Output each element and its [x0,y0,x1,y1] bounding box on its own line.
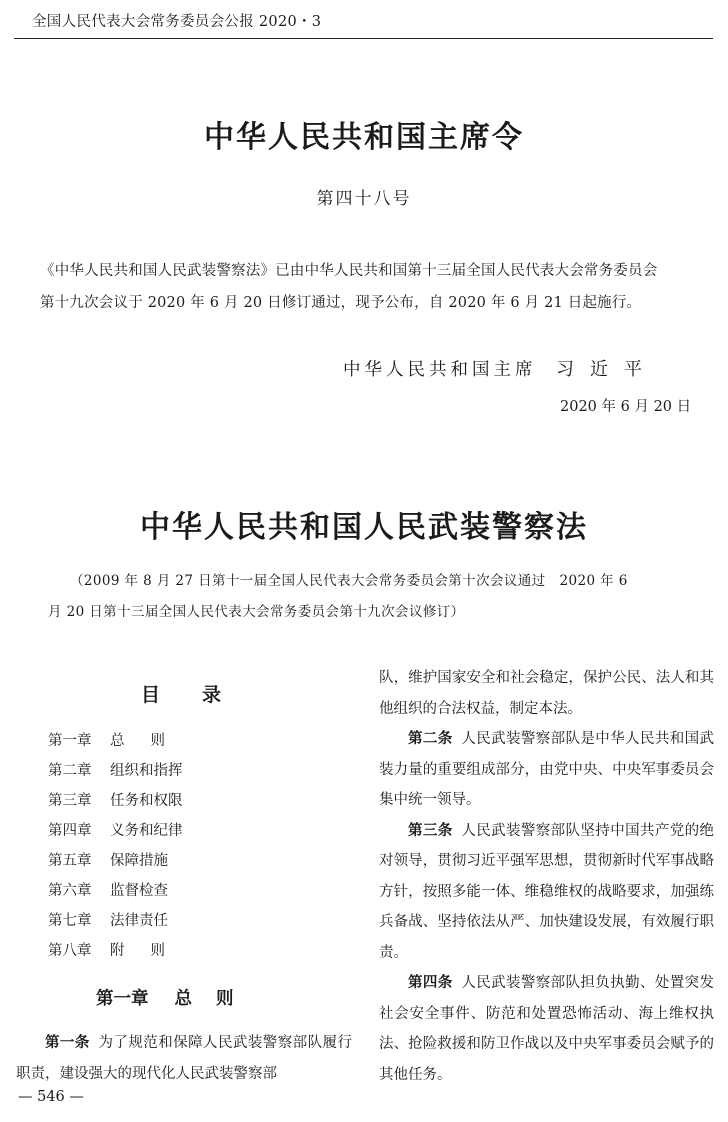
toc-item-number: 第七章 [48,913,92,929]
order-body-line: 《中华人民共和国人民武装警察法》已由中华人民共和国第十三届全国人民代表大会常务委员会 [40,263,658,279]
chapter-name: 总则 [174,989,258,1009]
running-header: 全国人民代表大会常务委员会公报 2020・3 [32,14,322,30]
toc-item-number: 第六章 [48,883,92,899]
toc-item [48,939,191,960]
toc-item-number: 第八章 [48,943,92,959]
article-4 [379,968,714,1090]
article-text: 为了规范和保障人民武装警察部队履行职责，建设强大的现代化人民武装警察部 [16,1035,352,1082]
toc-item-name: 附则 [110,943,191,959]
sign-date: 2020 年 6 月 20 日 [560,399,692,415]
toc-item-name: 保障措施 [110,853,168,869]
toc-item-number: 第二章 [48,763,92,779]
toc-item-name: 法律责任 [110,913,168,929]
article-text: 人民武装警察部队是中华人民共和国武装力量的重要组成部分，由党中央、中央军事委员会集中统一领导。 [379,731,715,808]
article-1 [16,1027,352,1090]
article-2 [379,724,714,816]
toc-item-name: 总则 [110,733,191,749]
article-label: 第三条 [408,821,453,839]
article-text: 人民武装警察部队担负执勤、处置突发社会安全事件、防范和处置恐怖活动、海上维权执法、抢险救援和防卫作战以及中央军事委员会赋予的其他任务。 [379,975,715,1083]
toc-item [48,819,183,840]
signer-name: 习近平 [556,359,658,380]
toc-item-name: 任务和权限 [110,793,183,809]
order-title: 中华人民共和国主席令 [204,120,524,155]
article-3 [379,816,714,969]
signer-title: 中华人民共和国主席 [343,360,537,380]
toc-item [48,909,168,930]
law-history-line: （2009 年 8 月 27 日第十一届全国人民代表大会常务委员会第十次会议通过 2020 年 6 [70,573,628,589]
toc-item [48,729,191,750]
chapter-heading [96,985,258,1010]
article-1-continued: 队，维护国家安全和社会稳定，保护公民、法人和其他组织的合法权益，制定本法。 [379,670,714,717]
toc-item [48,789,183,810]
toc-item-name: 义务和纪律 [110,823,183,839]
toc-item-name: 监督检查 [110,883,168,899]
chapter-number: 第一章 [96,989,149,1009]
article-label: 第四条 [408,974,453,991]
order-body-line: 第十九次会议于 2020 年 6 月 20 日修订通过，现予公布，自 2020 年 6 月 21 日起施行。 [40,295,642,311]
law-history-line: 月 20 日第十三届全国人民代表大会常务委员会第十九次会议修订） [48,604,465,620]
right-column [379,663,714,1090]
toc-item [48,849,168,870]
toc-item-number: 第一章 [48,733,92,749]
toc-item-number: 第四章 [48,823,92,839]
article-text: 人民武装警察部队坚持中国共产党的绝对领导，贯彻习近平强军思想，贯彻新时代军事战略方针，按照多能一体、维稳维权的战略要求，加强练兵备战、坚持依法从严、加快建设发展，有效履行职责。 [379,822,715,961]
header-rule [14,38,713,39]
toc-item-name: 组织和指挥 [110,763,183,779]
article-label: 第一条 [45,1034,90,1051]
toc-item-number: 第五章 [48,853,92,869]
order-number: 第四十八号 [316,189,412,209]
page-number: — 546 — [18,1089,84,1105]
toc-title: 目录 [141,684,264,706]
article-label: 第二条 [408,730,453,747]
toc-item [48,759,183,780]
law-title: 中华人民共和国人民武装警察法 [140,510,588,545]
toc-item [48,879,168,900]
toc-item-number: 第三章 [48,793,92,809]
